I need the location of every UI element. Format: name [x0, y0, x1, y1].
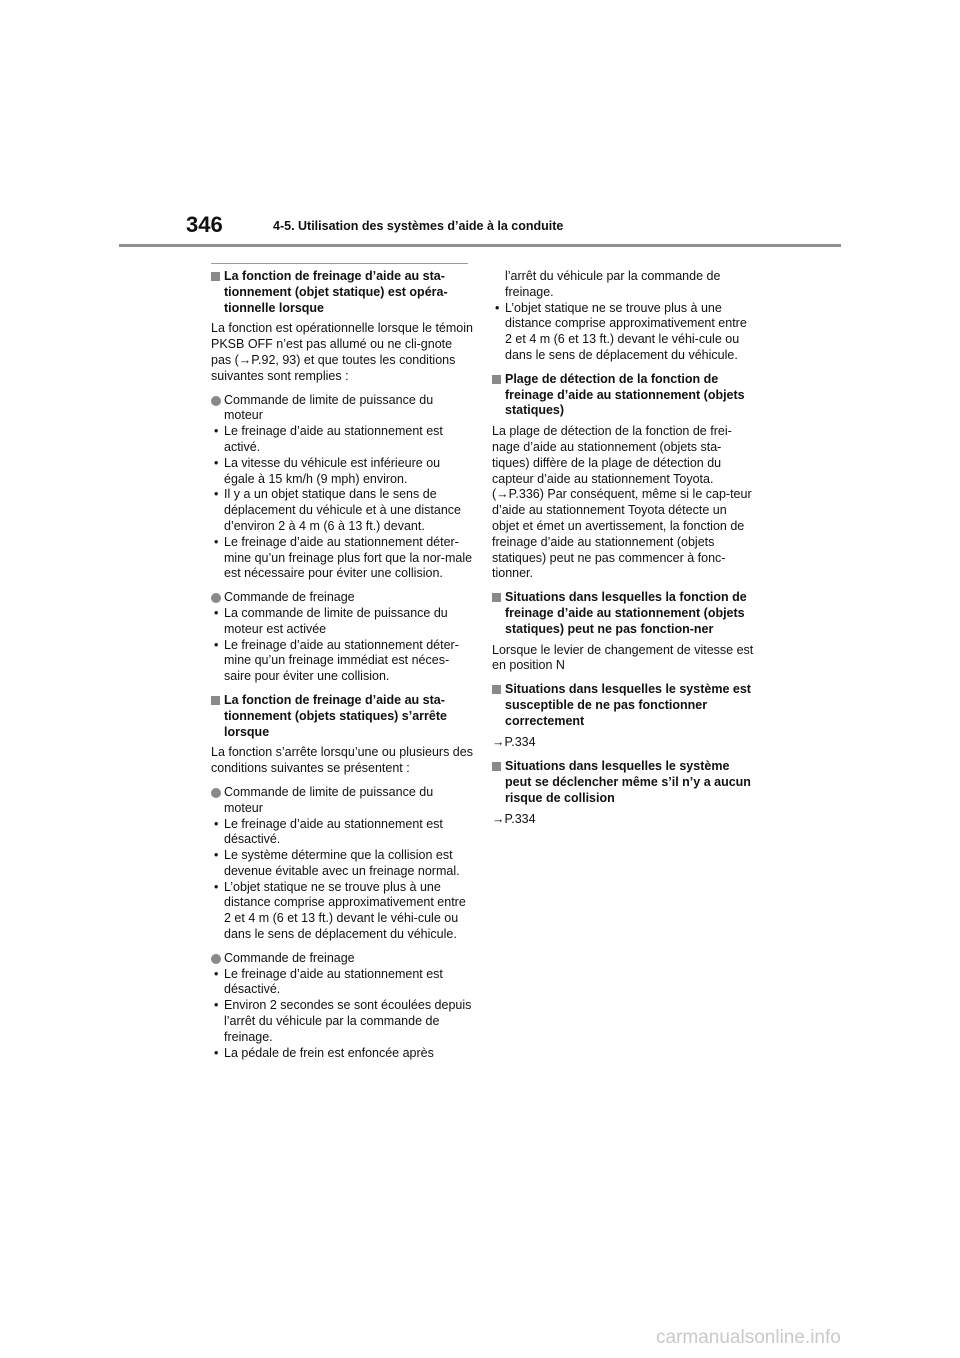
bullet-group-title-text: Commande de limite de puissance du moteur: [224, 784, 434, 815]
bullet-icon: •: [214, 534, 219, 549]
bullet-group-title-text: Commande de freinage: [224, 950, 355, 965]
heading-text: Situations dans lesquelles le système peut se déclencher même s’il n’y a aucun risque de collision: [505, 759, 751, 805]
circle-bullet-icon: [211, 396, 221, 406]
list-item: [211, 817, 473, 849]
bullet-icon: •: [214, 605, 219, 620]
heading-text: Situations dans lesquelles le système est susceptible de ne pas fonctionner correctement: [505, 682, 751, 728]
bullet-group: [211, 951, 473, 1062]
bullet-group-title: [211, 590, 473, 606]
paragraph: La fonction est opérationnelle lorsque le témoin PKSB OFF n’est pas allumé ou ne cli-gnote pas (→P.92, 93) et que toutes les conditions suivantes sont remplies :: [211, 321, 473, 383]
bullet-icon: •: [214, 998, 219, 1013]
list-item: [211, 848, 473, 880]
list-item-continuation: l’arrêt du véhicule par la commande de freinage.: [505, 269, 721, 299]
list-item-text: La pédale de frein est enfoncée après: [224, 1045, 434, 1060]
list-item: [492, 301, 754, 364]
list-item-text: L’objet statique ne se trouve plus à une distance comprise approximativement entre 2 et 4 m (6 et 13 ft.) devant le véhi-cule ou dans le sens de déplacement du véhicule.: [505, 300, 747, 362]
section-heading: [211, 693, 473, 740]
bullet-icon: •: [214, 455, 219, 470]
bullet-icon: •: [214, 637, 219, 652]
list-item: [211, 638, 473, 685]
square-bullet-icon: [492, 375, 501, 384]
list-item-text: L’objet statique ne se trouve plus à une distance comprise approximativement entre 2 et 4 m (6 et 13 ft.) devant le véhi-cule ou dans le sens de déplacement du véhicule.: [224, 879, 466, 942]
list-item-text: Le freinage d’aide au stationnement est désactivé.: [224, 966, 443, 997]
bullet-group-title-text: Commande de freinage: [224, 590, 355, 605]
square-bullet-icon: [492, 593, 501, 602]
bullet-group-title-text: Commande de limite de puissance du moteur: [224, 392, 434, 423]
page-reference: →P.334: [492, 811, 536, 826]
bullet-icon: •: [214, 816, 219, 831]
list-item-text: Le freinage d’aide au stationnement est activé.: [224, 424, 443, 454]
list-item: [211, 967, 473, 999]
bullet-group-title: [211, 785, 473, 817]
section-heading: [211, 269, 473, 316]
bullet-group-title: [211, 393, 473, 425]
list-item-text: La commande de limite de puissance du moteur est activée: [224, 605, 448, 636]
circle-bullet-icon: [211, 954, 221, 964]
square-bullet-icon: [492, 685, 501, 694]
bullet-icon: •: [214, 424, 219, 439]
right-column: [492, 269, 754, 837]
header-rule: [119, 244, 841, 247]
bullet-group: [211, 393, 473, 583]
square-bullet-icon: [211, 272, 220, 281]
section-heading: [492, 682, 754, 729]
list-item-text: Le freinage d’aide au stationnement est désactivé.: [224, 816, 443, 847]
list-item-text: La vitesse du véhicule est inférieure ou égale à 15 km/h (9 mph) environ.: [224, 455, 441, 486]
section-heading: [492, 372, 754, 419]
list-item: [211, 606, 473, 638]
list-item-text: Le freinage d’aide au stationnement déter-mine qu’un freinage immédiat est néces-saire pour éviter une collision.: [224, 637, 459, 684]
paragraph: Lorsque le levier de changement de vitesse est en position N: [492, 642, 754, 673]
continued-list: [492, 269, 754, 364]
paragraph: La plage de détection de la fonction de frei-nage d’aide au stationnement (objets sta-tiques) diffère de la plage de détection du capteur d’aide au stationnement Toyota. (→P.336) Par conséquent, même si le cap-teur d’aide au stationnement Toyota détecte un objet et émet un avertissement, la fonction de freinage d’aide au stationnement (objets statiques) peut ne pas commencer à fonc-tionner.: [492, 424, 752, 581]
bullet-icon: •: [214, 487, 219, 502]
square-bullet-icon: [492, 762, 501, 771]
bullet-icon: •: [214, 848, 219, 863]
heading-text: La fonction de freinage d’aide au sta-tionnement (objet statique) est opéra-tionnelle lorsque: [224, 269, 448, 315]
bullet-group-title: [211, 951, 473, 967]
list-item: [211, 535, 473, 582]
page-reference: →P.334: [492, 734, 536, 749]
bullet-icon: •: [214, 1045, 219, 1060]
square-bullet-icon: [211, 696, 220, 705]
list-item: [211, 1046, 473, 1062]
circle-bullet-icon: [211, 788, 221, 798]
bullet-icon: •: [495, 300, 500, 315]
bullet-group: [211, 785, 473, 943]
heading-text: La fonction de freinage d’aide au sta-tionnement (objets statiques) s’arrête lorsque: [224, 692, 447, 739]
bullet-group: [211, 590, 473, 685]
column-top-rule: [211, 263, 468, 264]
heading-text: Plage de détection de la fonction de freinage d’aide au stationnement (objets statiques): [505, 371, 745, 418]
paragraph: La fonction s’arrête lorsqu’une ou plusieurs des conditions suivantes se présentent :: [211, 745, 473, 776]
bullet-icon: •: [214, 966, 219, 981]
section-title: 4-5. Utilisation des systèmes d’aide à la conduite: [273, 219, 564, 233]
bullet-icon: •: [214, 879, 219, 894]
list-item-text: Le freinage d’aide au stationnement déter-mine qu’un freinage plus fort que la nor-male est nécessaire pour éviter une collision.: [224, 534, 473, 581]
circle-bullet-icon: [211, 593, 221, 603]
section-heading: [492, 759, 754, 806]
list-item-text: Environ 2 secondes se sont écoulées depuis l’arrêt du véhicule par la commande de freinage.: [224, 998, 472, 1044]
section-heading: [492, 590, 754, 637]
list-item-text: Le système détermine que la collision est devenue évitable avec un freinage normal.: [224, 848, 460, 878]
list-item: [211, 456, 473, 488]
list-item: [211, 880, 473, 943]
list-item: [211, 424, 473, 456]
page-number: 346: [186, 212, 223, 237]
heading-text: Situations dans lesquelles la fonction de freinage d’aide au stationnement (objets statiques) peut ne pas fonction-ner: [505, 590, 747, 636]
list-item-text: Il y a un objet statique dans le sens de déplacement du véhicule et à une distance d’environ 2 à 4 m (6 à 13 ft.) devant.: [224, 487, 461, 533]
watermark-text: carmanualsonline.info: [656, 1327, 841, 1348]
list-item: [211, 487, 473, 534]
left-column: [211, 269, 473, 1069]
list-item: [211, 998, 473, 1045]
